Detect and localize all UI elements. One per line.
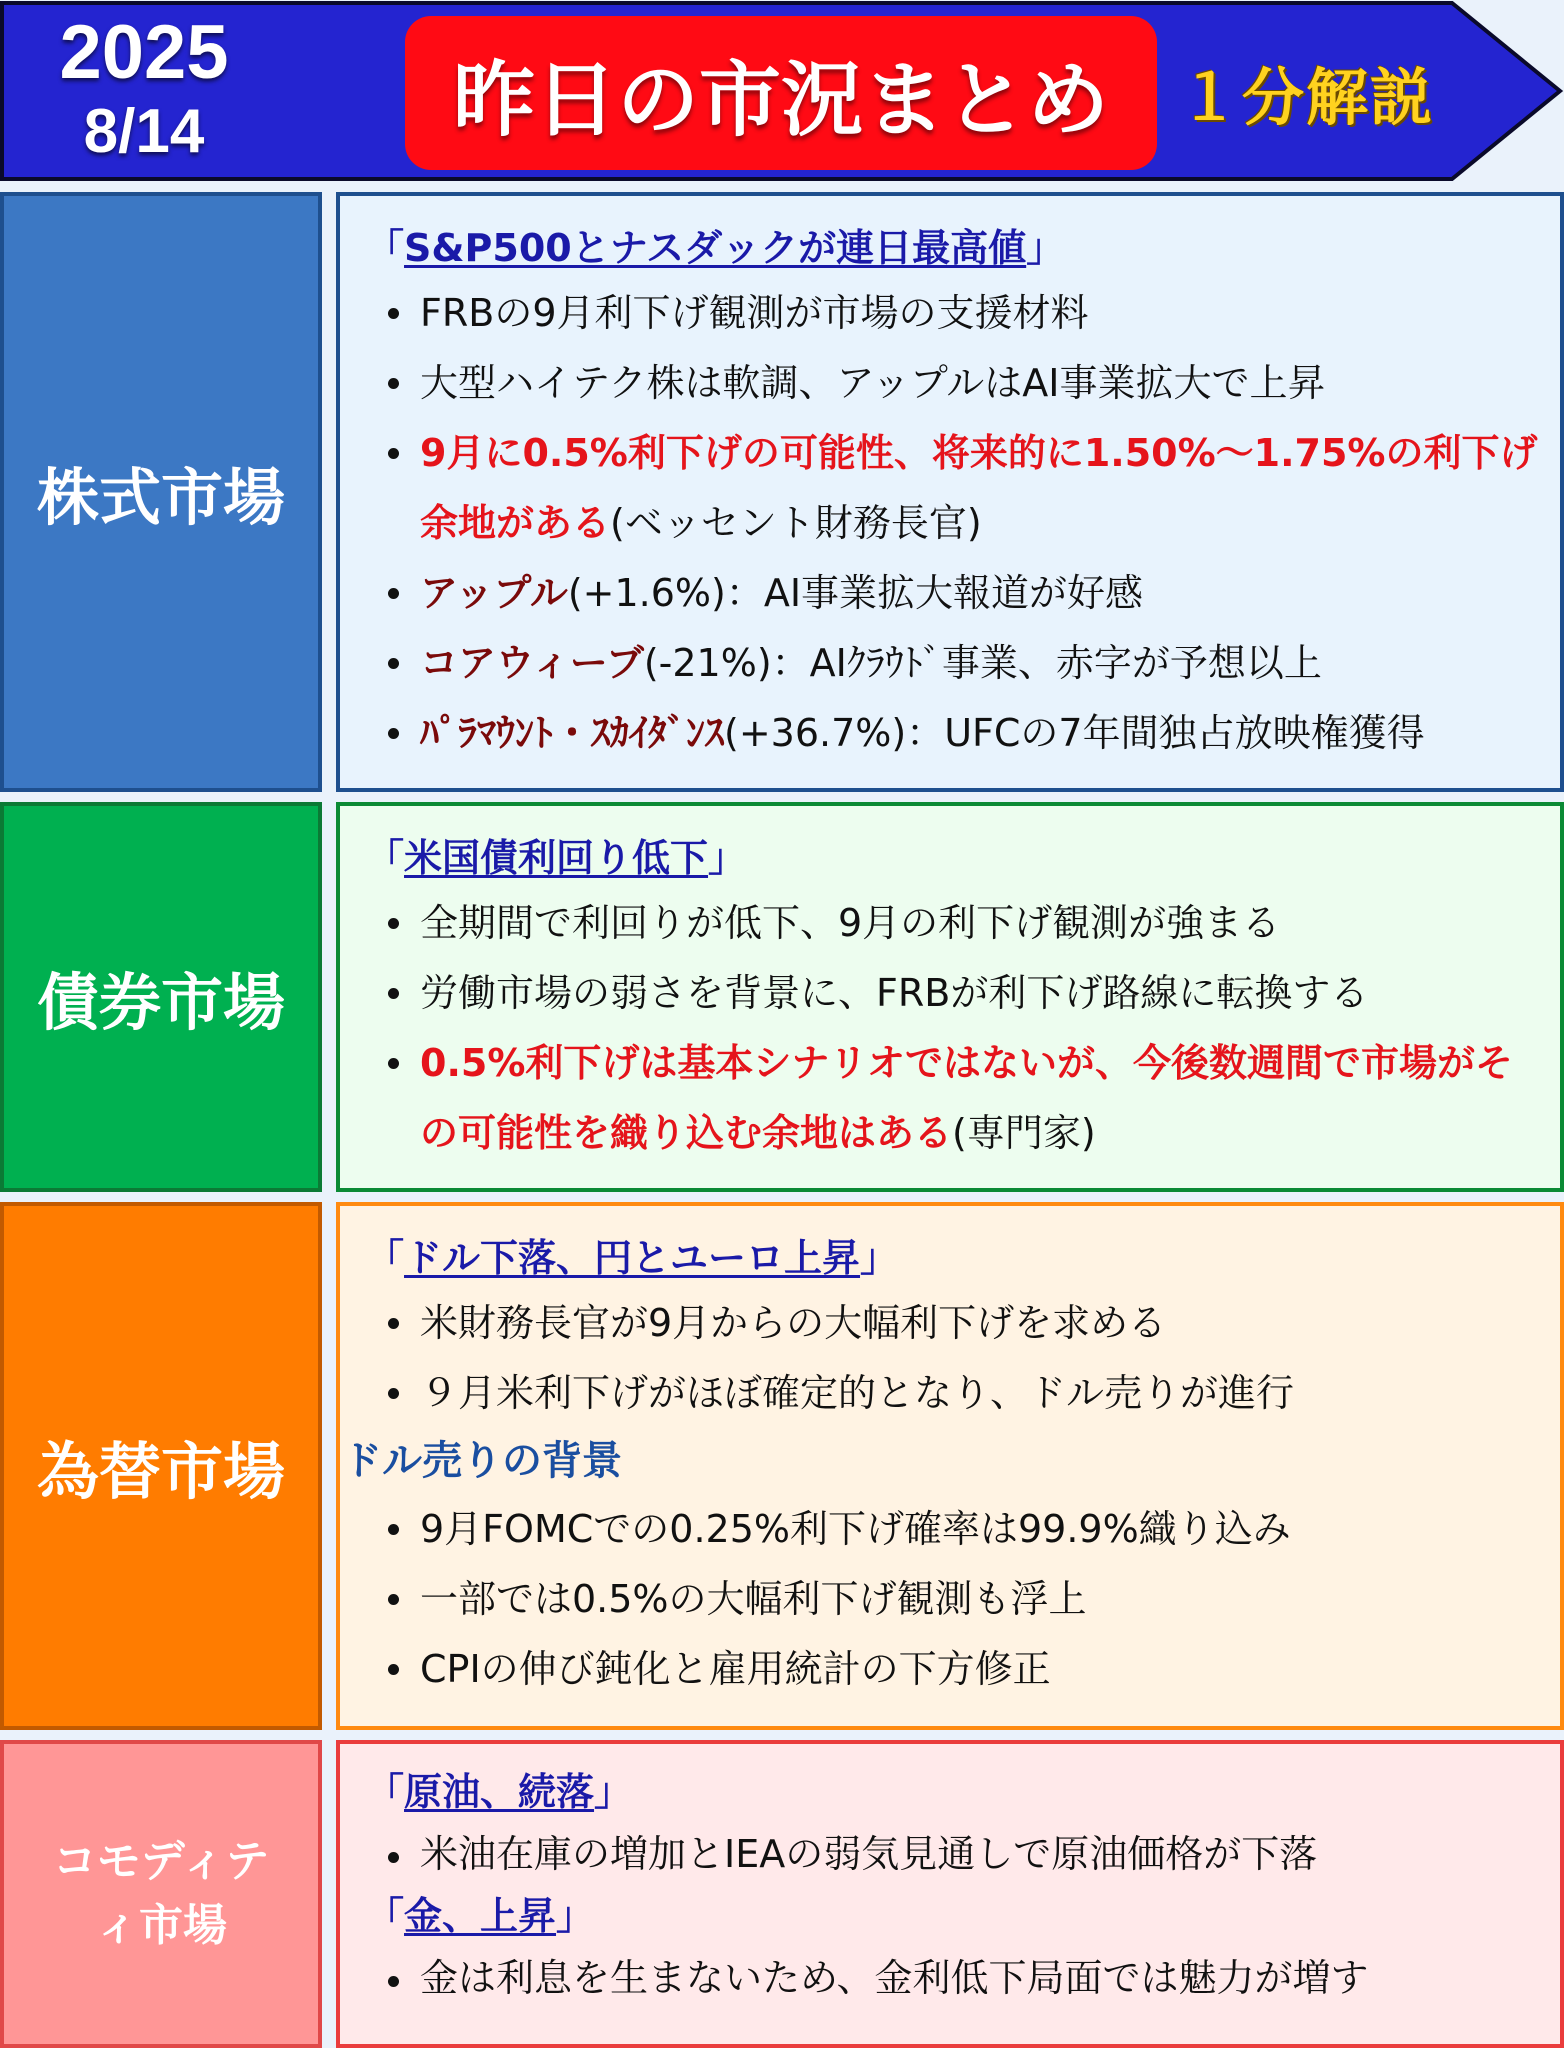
section-label-box: [0, 192, 322, 792]
section-label: 株式市場: [36, 460, 285, 534]
section-heading: [366, 1762, 1540, 1822]
bullet-emphasis: 0.5%利下げは基本シナリオではないが、今後数週間で市場がその可能性を織り込む余地はある: [420, 1041, 1514, 1155]
quote-close: 」: [708, 836, 747, 880]
section-content: [336, 1202, 1564, 1730]
bullet-item: [380, 418, 1540, 558]
bullet-item: [380, 1564, 1540, 1634]
quote-open: 「: [366, 1770, 405, 1814]
page-subtitle: １分解説: [1178, 61, 1435, 134]
bullet-item: [380, 1946, 1540, 2010]
bullet-company: コアウィーブ: [420, 641, 644, 685]
bullet-text: 全期間で利回りが低下、9月の利下げ観測が強まる: [420, 901, 1281, 945]
bullet-list: [380, 1494, 1540, 1704]
section-content: [336, 1740, 1564, 2048]
section-content: [336, 802, 1564, 1192]
section-label: 債券市場: [36, 965, 285, 1039]
bullet-item: [380, 558, 1540, 628]
page-title: 昨日の市況まとめ: [452, 52, 1109, 148]
bullet-list: [380, 1946, 1540, 2010]
bullet-text: 金は利息を生まないため、金利低下局面では魅力が増す: [420, 1956, 1369, 2000]
bullet-text: ９月米利下げがほぼ確定的となり、ドル売りが進行: [420, 1371, 1295, 1415]
bullet-text: 労働市場の弱さを背景に、FRBが利下げ路線に転換する: [420, 971, 1369, 1015]
bullet-item: [380, 1028, 1540, 1168]
bullet-list: [380, 1288, 1540, 1428]
year-text: 2025: [59, 10, 229, 95]
bullet-item: [380, 698, 1540, 768]
bullet-item: [380, 958, 1540, 1028]
bullet-list: [380, 278, 1540, 768]
section-label-box: [0, 1740, 322, 2048]
bullet-company: ﾊﾟﾗﾏｳﾝﾄ・ｽｶｲﾀﾞﾝｽ: [420, 711, 725, 755]
section-label-box: [0, 1202, 322, 1730]
sub-heading: ドル売りの背景: [342, 1438, 622, 1484]
bullet-text: (-21%)：AIｸﾗｳﾄﾞ事業、赤字が予想以上: [643, 641, 1322, 685]
section-bond-market: [0, 802, 1564, 1192]
bullet-text: 米油在庫の増加とIEAの弱気見通しで原油価格が下落: [420, 1832, 1318, 1876]
section-heading: [366, 828, 1540, 888]
bullet-text: 大型ハイテク株は軟調、アップルはAI事業拡大で上昇: [420, 361, 1326, 405]
quote-close: 」: [556, 1894, 595, 1938]
section-heading-text: S&P500とナスダックが連日最高値: [404, 226, 1027, 270]
header-banner: [0, 0, 1564, 182]
bullet-list: [380, 1822, 1540, 1886]
section-label-box: [0, 802, 322, 1192]
section-heading-text: 米国債利回り低下: [404, 836, 709, 880]
bullet-list: [380, 888, 1540, 1168]
page-title-box: [405, 16, 1157, 170]
section-fx-market: [0, 1202, 1564, 1730]
bullet-emphasis: 9月に0.5%利下げの可能性、将来的に1.50%～1.75%の利下げ余地がある: [420, 431, 1538, 545]
bullet-text: FRBの9月利下げ観測が市場の支援材料: [420, 291, 1089, 335]
section-heading-text: ドル下落、円とユーロ上昇: [404, 1236, 861, 1280]
section-heading: [366, 218, 1540, 278]
section-heading: [366, 1228, 1540, 1288]
bullet-text: CPIの伸び鈍化と雇用統計の下方修正: [420, 1647, 1051, 1691]
bullet-text: 一部では0.5%の大幅利下げ観測も浮上: [420, 1577, 1087, 1621]
quote-open: 「: [366, 836, 405, 880]
bullet-item: [380, 348, 1540, 418]
quote-open: 「: [366, 1894, 405, 1938]
bullet-item: [380, 1288, 1540, 1358]
section-heading: [366, 1886, 1540, 1946]
bullet-item: [380, 628, 1540, 698]
section-heading-text: 金、上昇: [404, 1894, 557, 1938]
bullet-item: [380, 1822, 1540, 1886]
bullet-item: [380, 1634, 1540, 1704]
bullet-text: (+36.7%)：UFCの7年間独占放映権獲得: [724, 711, 1425, 755]
bullet-item: [380, 1358, 1540, 1428]
section-label: 為替市場: [36, 1434, 285, 1508]
bullet-text: (+1.6%)：AI事業拡大報道が好感: [567, 571, 1144, 615]
section-label: コモディティ市場: [52, 1836, 270, 1951]
section-stock-market: [0, 192, 1564, 792]
bullet-company: アップル: [420, 571, 568, 615]
section-content: [336, 192, 1564, 792]
bullet-item: [380, 1494, 1540, 1564]
bullet-source: (ベッセント財務長官): [610, 501, 982, 545]
date-text: 8/14: [83, 97, 205, 166]
section-commodity-market: [0, 1740, 1564, 2048]
quote-close: 」: [594, 1770, 633, 1814]
bullet-source: (専門家): [952, 1111, 1096, 1155]
quote-open: 「: [366, 1236, 405, 1280]
quote-open: 「: [366, 226, 405, 270]
quote-close: 」: [1026, 226, 1065, 270]
bullet-item: [380, 888, 1540, 958]
quote-close: 」: [860, 1236, 899, 1280]
bullet-item: [380, 278, 1540, 348]
section-heading-text: 原油、続落: [404, 1770, 595, 1814]
bullet-text: 9月FOMCでの0.25%利下げ確率は99.9%織り込み: [420, 1507, 1291, 1551]
bullet-text: 米財務長官が9月からの大幅利下げを求める: [420, 1301, 1167, 1345]
